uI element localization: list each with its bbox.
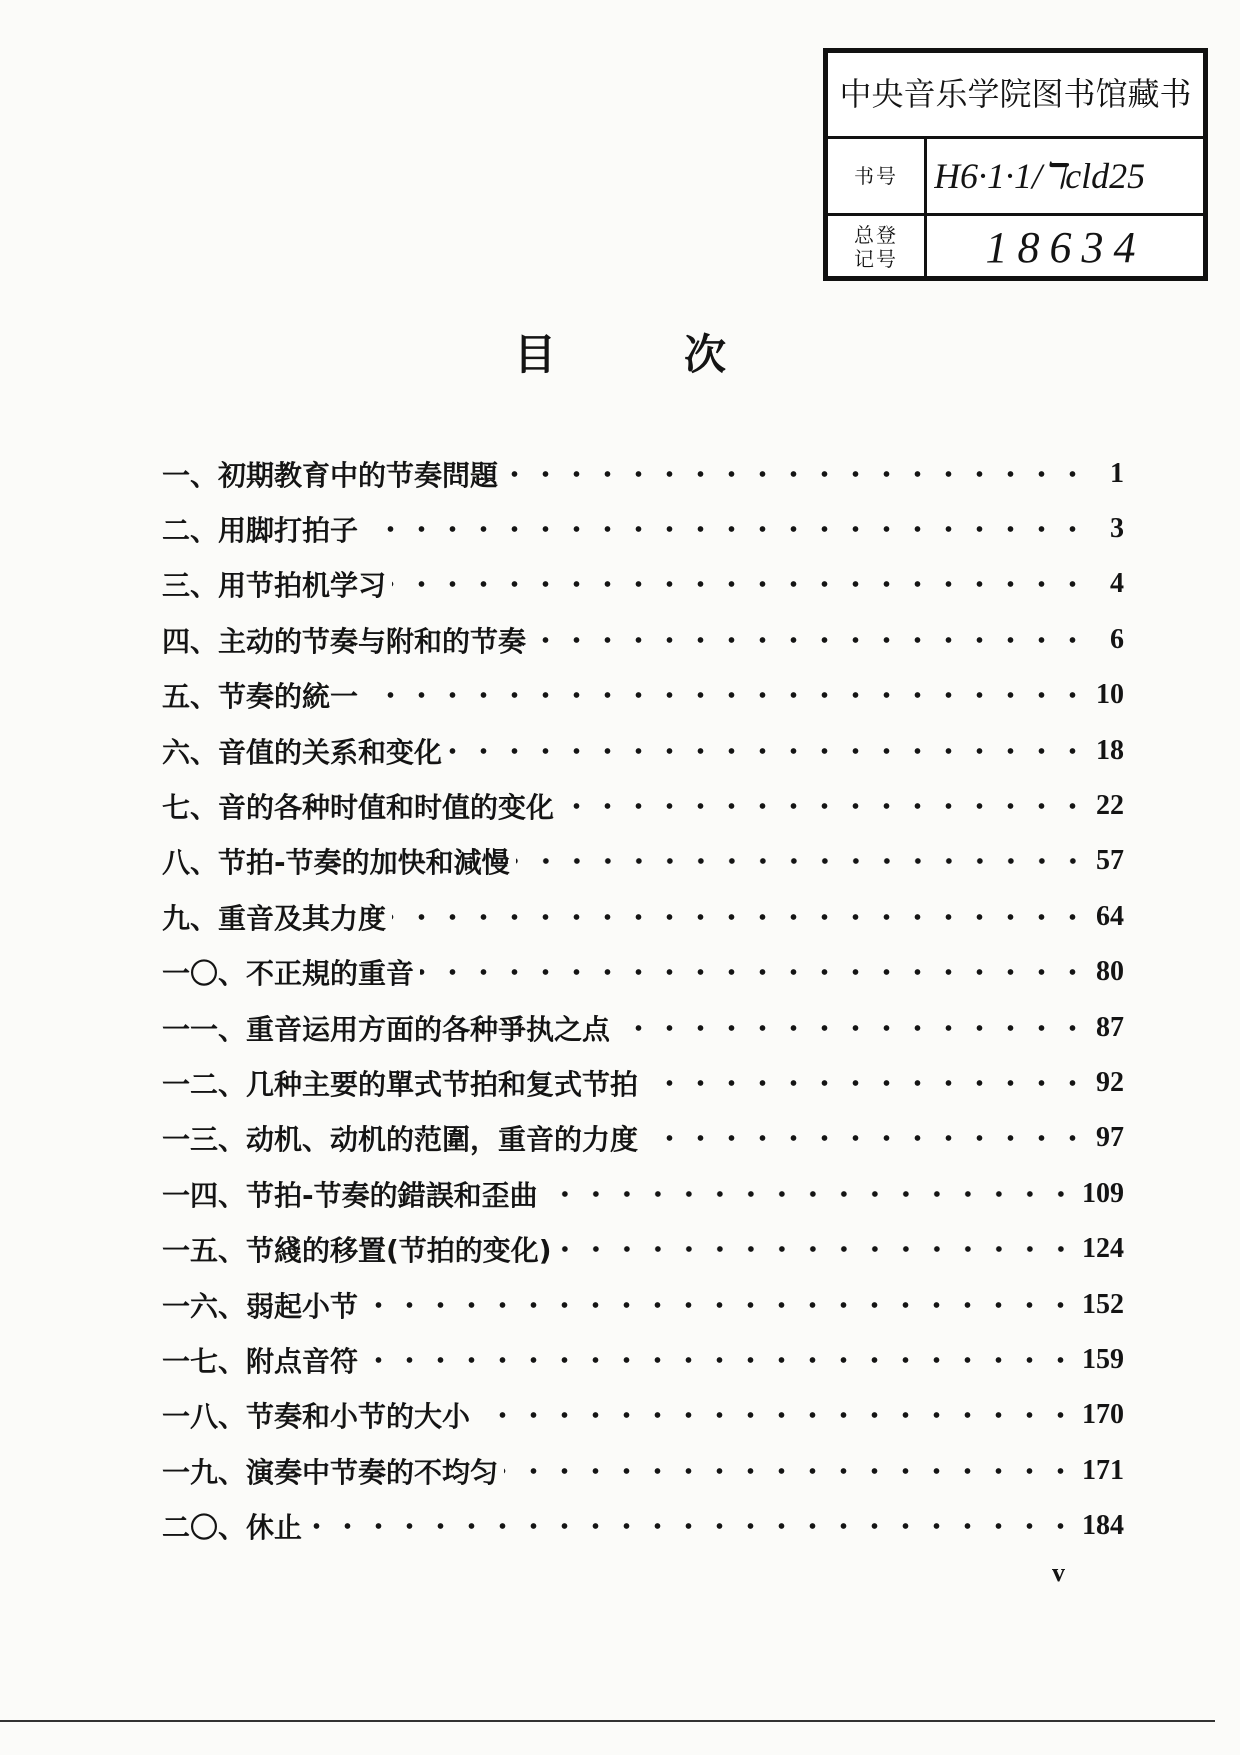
dot-leader xyxy=(558,1245,1076,1253)
stamp-library-name: 中央音乐学院图书馆藏书 xyxy=(828,53,1203,139)
toc-entry-label: 六、音值的关系和变化 xyxy=(162,735,443,769)
toc-entry-page: 22 xyxy=(1096,790,1124,822)
toc-entry xyxy=(162,889,1124,944)
dot-leader xyxy=(532,636,1088,644)
toc-entry-page: 3 xyxy=(1110,513,1124,545)
dot-leader xyxy=(616,1024,1088,1032)
toc-entry-label: 一一、重音运用方面的各种爭执之点 xyxy=(162,1012,611,1046)
toc-entry-label: 一五、节綫的移置(节拍的变化) xyxy=(162,1234,552,1268)
toc-entry-label: 一、初期教育中的节奏問題 xyxy=(162,458,499,492)
stamp-accession-label-cell xyxy=(828,216,927,278)
dot-leader xyxy=(364,525,1088,533)
toc-entry-page: 184 xyxy=(1082,1510,1124,1542)
toc-entry xyxy=(162,1055,1124,1110)
dot-leader xyxy=(392,580,1088,588)
dot-leader xyxy=(308,1522,1076,1530)
toc-entry xyxy=(162,1277,1124,1332)
toc-entry xyxy=(162,778,1124,833)
toc-entry xyxy=(162,668,1124,723)
toc-entry-page: 18 xyxy=(1096,734,1124,766)
toc-entry-page: 170 xyxy=(1082,1399,1124,1431)
stamp-call-number-label-cell xyxy=(828,139,927,213)
toc-entry-label: 一九、演奏中节奏的不均匀 xyxy=(162,1455,499,1489)
stamp-call-number: H6·1·1/ℸcld25 xyxy=(934,156,1146,196)
toc-entry-page: 80 xyxy=(1096,956,1124,988)
table-of-contents xyxy=(162,446,1124,1554)
toc-entry-page: 92 xyxy=(1096,1066,1124,1098)
toc-entry-label: 五、节奏的統一 xyxy=(162,680,359,714)
toc-entry-page: 152 xyxy=(1082,1288,1124,1320)
toc-entry-page: 10 xyxy=(1096,679,1124,711)
page-title xyxy=(0,322,1240,382)
dot-leader xyxy=(420,968,1088,976)
toc-entry-label: 三、用节拍机学习 xyxy=(162,569,387,603)
toc-entry xyxy=(162,1166,1124,1221)
toc-entry xyxy=(162,1111,1124,1166)
bottom-rule xyxy=(0,1720,1215,1722)
title-char: 目 xyxy=(513,330,556,379)
toc-entry-page: 87 xyxy=(1096,1011,1124,1043)
toc-entry-page: 171 xyxy=(1082,1454,1124,1486)
toc-entry-page: 57 xyxy=(1096,845,1124,877)
toc-entry xyxy=(162,1221,1124,1276)
dot-leader xyxy=(544,1190,1076,1198)
toc-entry-label: 一四、节拍-节奏的錯誤和歪曲 xyxy=(162,1178,538,1212)
toc-entry xyxy=(162,1443,1124,1498)
toc-entry xyxy=(162,945,1124,1000)
toc-entry-label: 一七、附点音符 xyxy=(162,1344,359,1378)
toc-entry xyxy=(162,1388,1124,1443)
toc-entry-page: 159 xyxy=(1082,1343,1124,1375)
toc-entry-label: 二〇、休止 xyxy=(162,1511,303,1545)
toc-entry-label: 一〇、不正規的重音 xyxy=(162,957,415,991)
toc-entry-label: 八、节拍-节奏的加快和減慢 xyxy=(162,846,510,880)
dot-leader xyxy=(504,1467,1076,1475)
dot-leader xyxy=(644,1134,1088,1142)
toc-entry-page: 97 xyxy=(1096,1122,1124,1154)
toc-entry xyxy=(162,834,1124,889)
toc-entry-label: 九、重音及其力度 xyxy=(162,901,387,935)
toc-entry-label: 一二、几种主要的單式节拍和复式节拍 xyxy=(162,1067,639,1101)
stamp-accession-row xyxy=(828,216,1203,278)
dot-leader xyxy=(504,470,1088,478)
toc-entry xyxy=(162,612,1124,667)
toc-entry-page: 4 xyxy=(1110,568,1124,600)
toc-entry xyxy=(162,557,1124,612)
stamp-accession-label: 总登记号 xyxy=(854,223,898,271)
toc-entry xyxy=(162,446,1124,501)
dot-leader xyxy=(392,913,1088,921)
library-stamp xyxy=(823,48,1208,281)
toc-entry-label: 四、主动的节奏与附和的节奏 xyxy=(162,624,527,658)
toc-entry xyxy=(162,1332,1124,1387)
toc-entry xyxy=(162,501,1124,556)
dot-leader xyxy=(448,747,1088,755)
page-number: v xyxy=(1052,1558,1065,1587)
toc-entry-label: 一三、动机、动机的范圍，重音的力度 xyxy=(162,1123,639,1157)
stamp-call-number-label: 书号 xyxy=(854,164,898,188)
toc-entry xyxy=(162,1498,1124,1553)
toc-entry-label: 七、音的各种时值和时值的变化 xyxy=(162,791,555,825)
title-char: 次 xyxy=(684,330,727,379)
dot-leader xyxy=(516,857,1088,865)
toc-entry-label: 一六、弱起小节 xyxy=(162,1289,359,1323)
dot-leader xyxy=(560,802,1088,810)
toc-entry-page: 1 xyxy=(1110,457,1124,489)
stamp-call-number-row xyxy=(828,139,1203,216)
toc-entry-page: 64 xyxy=(1096,900,1124,932)
dot-leader xyxy=(644,1079,1088,1087)
toc-entry-page: 6 xyxy=(1110,623,1124,655)
dot-leader xyxy=(364,691,1088,699)
toc-entry-page: 109 xyxy=(1082,1177,1124,1209)
toc-entry-label: 二、用脚打拍子 xyxy=(162,514,359,548)
dot-leader xyxy=(364,1301,1076,1309)
toc-entry-label: 一八、节奏和小节的大小 xyxy=(162,1400,471,1434)
toc-entry xyxy=(162,723,1124,778)
toc-entry xyxy=(162,1000,1124,1055)
dot-leader xyxy=(476,1411,1076,1419)
dot-leader xyxy=(364,1356,1076,1364)
toc-entry-page: 124 xyxy=(1082,1233,1124,1265)
stamp-accession-number: 18634 xyxy=(985,222,1146,272)
